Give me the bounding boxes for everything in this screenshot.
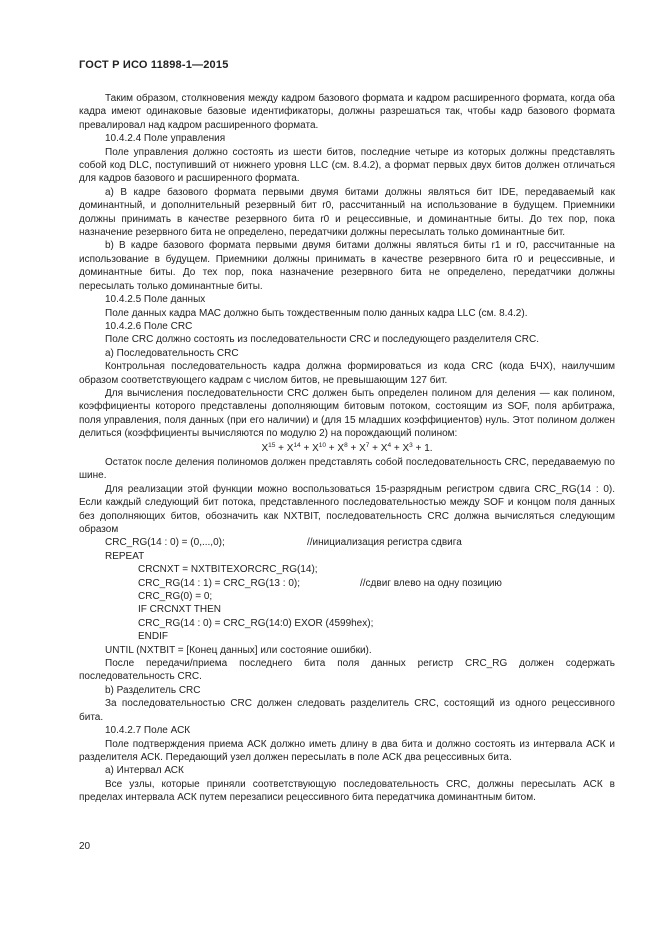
section-heading: 10.4.2.6 Поле CRC — [105, 320, 193, 332]
paragraph: Для вычисления последовательности CRC должен быть определен полином для деления — как полином, коэффициенты которого представлены дополняющим битовым потоком, состоящим из SOF, поля арбитража, поля управления, поля данных (при его наличии) и (для 15 младших коэффициентов) нуль. Этот полином должен делиться (коэффициенты вычисляются по модулю 2) на порождающий полином: — [79, 387, 615, 440]
list-item: а) Последовательность CRC — [105, 347, 239, 359]
list-item: b) Разделитель CRC — [105, 684, 201, 696]
code-line: CRC_RG(14 : 0) = CRC_RG(14:0) EXOR (4599hex); — [138, 617, 374, 629]
code-line: CRC_RG(0) = 0; — [138, 591, 213, 603]
document-header: ГОСТ Р ИСО 11898-1—2015 — [79, 59, 229, 71]
paragraph: Контрольная последовательность кадра должна формироваться из кода CRC (кода БЧХ), наилучшим образом соответствующего кадрам с числом битов, не превышающим 127 бит. — [79, 361, 615, 386]
section-heading: 10.4.2.5 Поле данных — [105, 294, 206, 306]
paragraph: Таким образом, столкновения между кадром базового формата и кадром расширенного формата, когда оба кадра имеют одинаковые базовые идентификаторы, должны разрешаться так, чтобы кадр базового формата превалировал над кадром расширенного формата. — [79, 93, 615, 131]
paragraph: Поле данных кадра МАС должно быть тождественным полю данных кадра LLC (см. 8.4.2). — [105, 307, 528, 319]
paragraph: После передачи/приема последнего бита поля данных регистр CRC_RG должен содержать последовательность CRC. — [79, 658, 615, 683]
code-line: REPEAT — [105, 550, 145, 562]
paragraph: Для реализации этой функции можно воспользоваться 15-разрядным регистром сдвига CRC_RG(14 : 0). Если каждый следующий бит потока, представленного последовательностью между SOF и концом поля данных без дополняющих битов, обозначить как NXTBIT, последовательность CRC должна вычисляться следующим образом — [79, 483, 615, 535]
section-heading: 10.4.2.7 Поле АСК — [105, 725, 191, 737]
code-line: IF CRCNXT THEN — [138, 604, 221, 616]
code-line: UNTIL (NXTBIT = [Конец данных] или состояние ошибки). — [105, 644, 372, 656]
code-line: CRCNXT = NXTBITEXORCRC_RG(14); — [138, 564, 318, 576]
paragraph: Поле CRC должно состоять из последовательности CRC и последующего разделителя CRC. — [105, 334, 539, 346]
code-line: CRC_RG(14 : 1) = CRC_RG(13 : 0); //сдвиг влево на одну позицию — [138, 577, 502, 589]
generator-polynomial: $X^{15} + X^{14} + X^{10} + X^8 + X^7 + X^4 + X^3 + 1$. — [261, 441, 433, 454]
code-comment: //инициализация регистра сдвига — [307, 537, 462, 549]
paragraph: Все узлы, которые приняли соответствующую последовательность CRC, должны пересылать АСК в пределах интервала АСК путем перезаписи рецессивного бита передатчика доминантным битом. — [79, 778, 615, 804]
code-line: ENDIF — [138, 631, 168, 643]
document-body — [79, 92, 615, 805]
list-item: а) Интервал АСК — [105, 765, 184, 777]
paragraph: Поле подтверждения приема АСК должно иметь длину в два бита и должно состоять из интервала АСК и разделителя АСК. Передающий узел должен пересылать в поле АСК два рецессивных бита. — [79, 738, 615, 763]
paragraph: Поле управления должно состоять из шести битов, последние четыре из которых должны представлять собой код DLC, поступивший от нижнего уровня LLC (см. 8.4.2), а формат первых двух битов должен отличаться для кадров базового и расширенного формата. — [79, 146, 615, 185]
paragraph: Остаток после деления полиномов должен представлять собой последовательность CRC, передаваемую по шине. — [79, 456, 615, 482]
paragraph: b) В кадре базового формата первыми двумя битами должны являться биты r1 и r0, рассчитанные на использование в будущем. Приемники должны принимать в качестве резервного бита r0 и рецессивные, и доминантные биты. До тех пор, пока назначение резервного бита не определено, передатчики должны пересылать только доминантные биты. — [79, 240, 615, 292]
section-heading: 10.4.2.4 Поле управления — [105, 133, 226, 145]
code-block — [79, 536, 615, 657]
code-line: CRC_RG(14 : 0) = (0,...,0); //инициализация регистра сдвига — [105, 537, 462, 549]
paragraph: а) В кадре базового формата первыми двумя битами должны являться бит IDE, передаваемый как доминантный, и дополнительный резервный бит r0, рассчитанный на использование в будущем. Приемники должны принимать в качестве резервного бита r0 и рецессивные, и доминантные биты. До тех пор, пока назначение резервного бита не определено, передатчики должны пересылать только доминантные бит. — [79, 186, 615, 239]
page-number: 20 — [79, 841, 91, 852]
code-comment: //сдвиг влево на одну позицию — [360, 577, 502, 589]
paragraph: За последовательностью CRC должен следовать разделитель CRC, состоящий из одного рецессивного бита. — [79, 698, 615, 723]
